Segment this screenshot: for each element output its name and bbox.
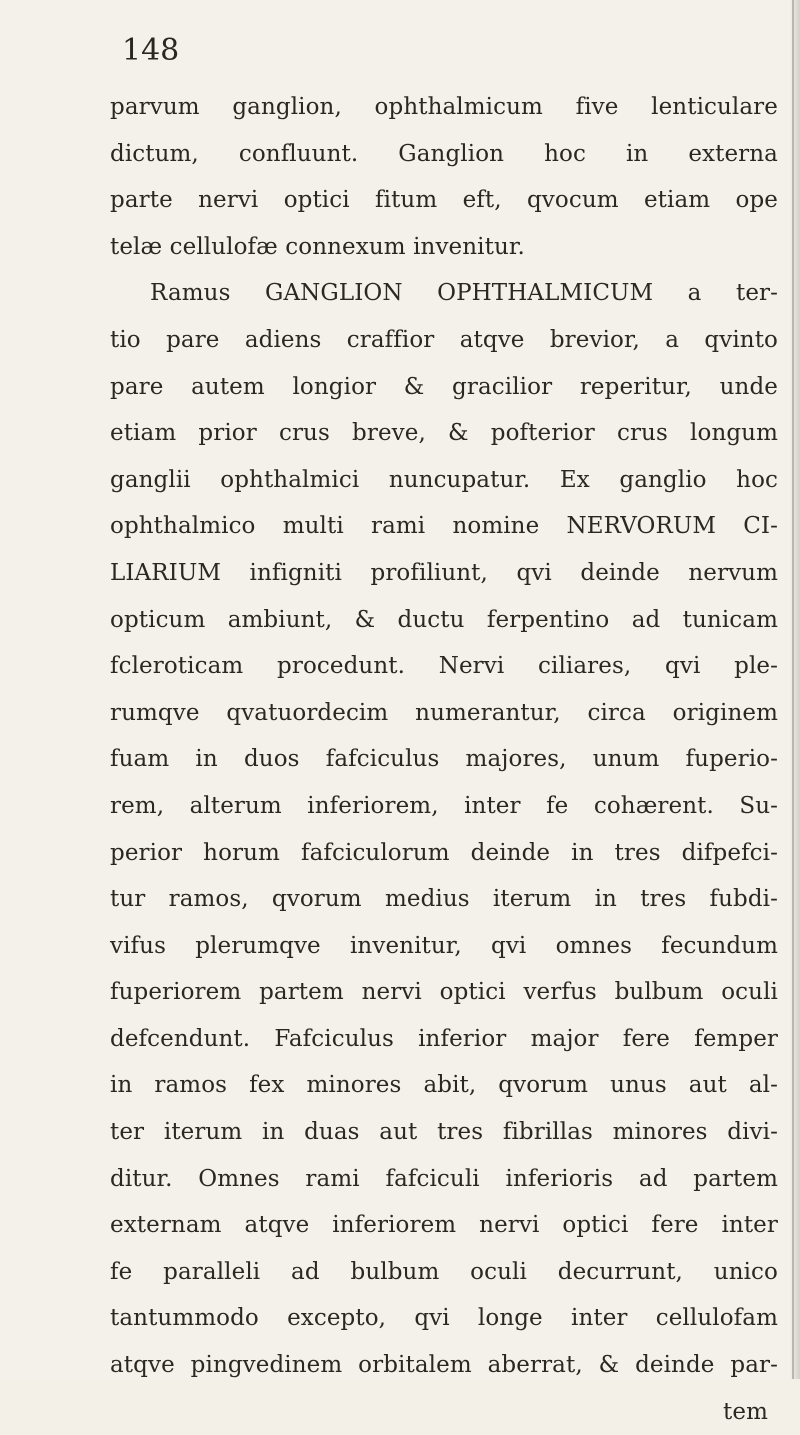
- text-line: tio pare adiens craffior atqve brevior, a qvinto: [110, 326, 778, 353]
- text-line: opticum ambiunt, & ductu ferpentino ad tunicam: [110, 606, 778, 633]
- text-line: telæ cellulofæ connexum invenitur.: [110, 233, 525, 260]
- text-line: fuam in duos fafciculus majores, unum fuperio-: [110, 746, 778, 773]
- text-line: Ramus GANGLION OPHTHALMICUM a ter-: [150, 280, 778, 307]
- text-line: tantummodo excepto, qvi longe inter cellulofam: [110, 1305, 778, 1332]
- text-line: atqve pingvedinem orbitalem aberrat, & deinde par-: [110, 1352, 778, 1379]
- text-line: ophthalmico multi rami nomine NERVORUM CI-: [110, 513, 778, 540]
- body-text: [110, 84, 778, 1435]
- text-line: in ramos fex minores abit, qvorum unus aut al-: [110, 1072, 778, 1099]
- text-line: parvum ganglion, ophthalmicum five lenticulare: [110, 94, 778, 120]
- text-line: perior horum fafciculorum deinde in tres difpefci-: [110, 839, 778, 866]
- text-line: ganglii ophthalmici nuncupatur. Ex ganglio hoc: [110, 466, 778, 493]
- text-line: dictum, confluunt. Ganglion hoc in externa: [110, 140, 778, 167]
- text-line: externam atqve inferiorem nervi optici fere inter: [110, 1212, 778, 1239]
- text-line: fuperiorem partem nervi optici verfus bulbum oculi: [110, 979, 778, 1006]
- text-line: defcendunt. Fafciculus inferior major fere femper: [110, 1025, 778, 1052]
- text-line: rumqve qvatuordecim numerantur, circa originem: [110, 699, 778, 726]
- text-line: LIARIUM infigniti profiliunt, qvi deinde nervum: [110, 559, 778, 586]
- catchword: tem: [723, 1398, 768, 1425]
- text-line: fcleroticam procedunt. Nervi ciliares, qvi ple-: [110, 653, 778, 680]
- text-line: parte nervi optici fitum eft, qvocum etiam ope: [110, 187, 778, 214]
- text-line: tur ramos, qvorum medius iterum in tres fubdi-: [110, 886, 778, 913]
- text-line: vifus plerumqve invenitur, qvi omnes fecundum: [110, 932, 778, 959]
- text-line: fe paralleli ad bulbum oculi decurrunt, unico: [110, 1258, 778, 1285]
- text-line: etiam prior crus breve, & pofterior crus longum: [110, 420, 778, 447]
- text-line: ditur. Omnes rami fafciculi inferioris ad partem: [110, 1165, 778, 1192]
- text-line: ter iterum in duas aut tres fibrillas minores divi-: [110, 1119, 778, 1146]
- text-line: pare autem longior & gracilior reperitur, unde: [110, 373, 778, 400]
- page-number: 148: [122, 33, 180, 68]
- page-edge-rule: [792, 0, 794, 1379]
- text-line: rem, alterum inferiorem, inter fe cohærent. Su-: [110, 792, 778, 819]
